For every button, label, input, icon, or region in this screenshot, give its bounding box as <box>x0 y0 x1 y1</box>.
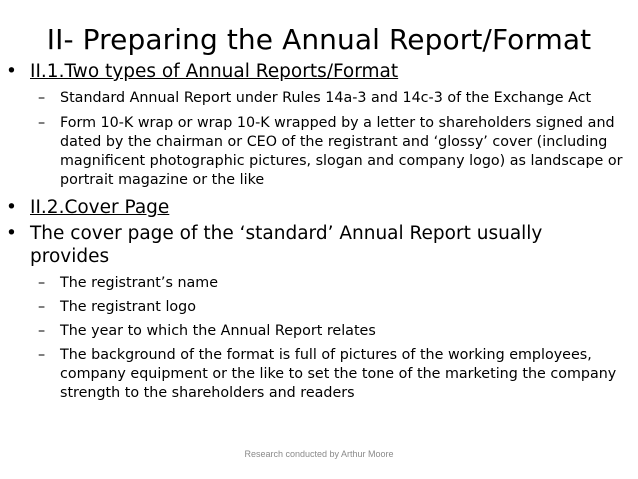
sub-item-registrant-name <box>0 274 638 293</box>
sub-item-standard-report <box>0 89 638 108</box>
dash-icon: – <box>38 347 46 363</box>
sub-item-text: The background of the format is full of pictures of the working employees, company equipment or the like to set the tone of the marketing the company strength to the shareholders and readers <box>60 347 617 401</box>
bullet-item-cover-provides <box>0 222 638 268</box>
bullet-item-two-types <box>0 60 638 83</box>
sub-item-background <box>0 346 638 403</box>
bullet-text: II.1.Two types of Annual Reports/Format <box>30 61 399 82</box>
sub-item-form-10k <box>0 114 638 190</box>
sub-item-text: Form 10-K wrap or wrap 10-K wrapped by a letter to shareholders signed and dated by the chairman or CEO of the registrant and ‘glossy’ cover (including magnificent photographic pictures, slogan and company logo) as landscape or portrait magazine or the like <box>60 115 623 188</box>
dash-icon: – <box>38 115 46 131</box>
bullet-item-cover-page <box>0 196 638 219</box>
bullet-icon: • <box>6 223 17 244</box>
slide-title: II- Preparing the Annual Report/Format <box>46 23 592 56</box>
bullet-icon: • <box>6 197 17 218</box>
sub-item-text: The year to which the Annual Report relates <box>60 323 376 339</box>
sub-item-text: The registrant’s name <box>60 275 218 291</box>
bullet-icon: • <box>6 61 17 82</box>
sub-item-registrant-logo <box>0 298 638 317</box>
bullet-text: II.2.Cover Page <box>30 197 170 218</box>
sub-item-report-year <box>0 322 638 341</box>
dash-icon: – <box>38 323 46 339</box>
dash-icon: – <box>38 275 46 291</box>
dash-icon: – <box>38 90 46 106</box>
slide-footer: Research conducted by Arthur Moore <box>244 449 394 459</box>
dash-icon: – <box>38 299 46 315</box>
bullet-text: The cover page of the ‘standard’ Annual Report usually provides <box>30 223 543 267</box>
sub-item-text: The registrant logo <box>60 299 196 315</box>
slide-content <box>0 60 638 403</box>
sub-item-text: Standard Annual Report under Rules 14a-3 and 14c-3 of the Exchange Act <box>60 90 592 106</box>
